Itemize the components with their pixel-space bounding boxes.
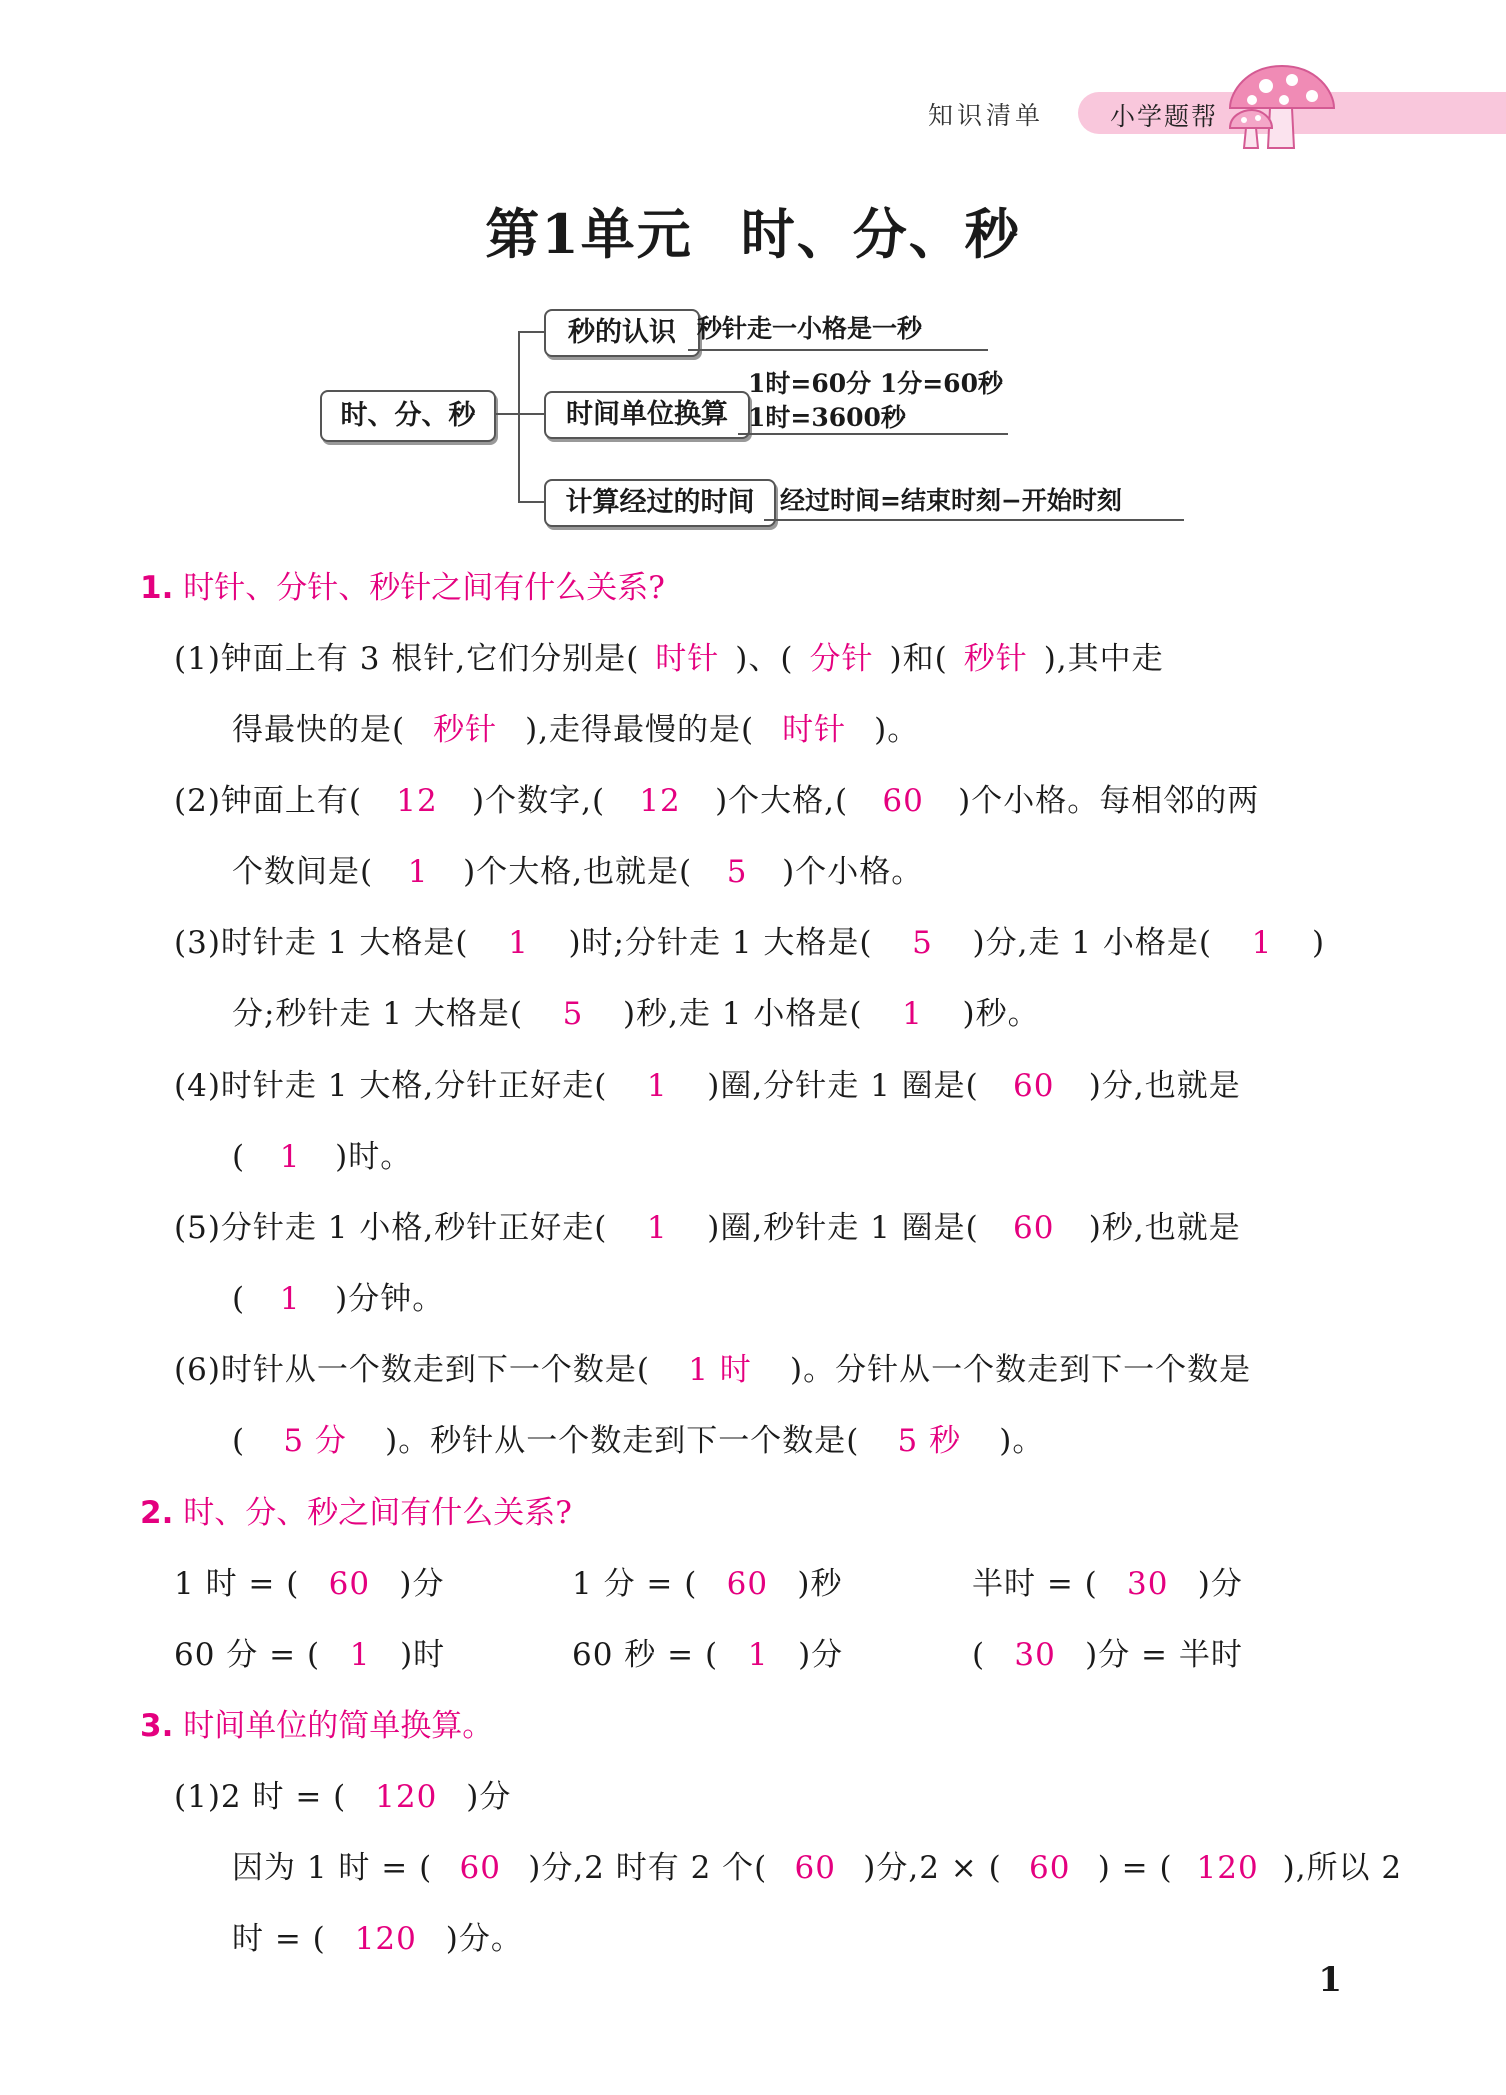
- answer: 时针: [655, 641, 720, 677]
- answer: 1 时: [688, 1352, 752, 1388]
- answer: 5 秒: [897, 1423, 962, 1459]
- answer: 5: [562, 996, 584, 1032]
- answer: 60: [794, 1850, 836, 1886]
- answer: 1: [747, 1637, 769, 1673]
- answer: 5: [726, 854, 748, 890]
- answer: 120: [375, 1779, 438, 1815]
- question-number: 3.: [140, 1708, 174, 1744]
- q1-item-5-line-1: (5)分针走 1 小格,秒针正好走( 1 )圈,秒针走 1 圈是( 60 )秒,也就是: [174, 1210, 1241, 1246]
- answer: 1: [902, 996, 923, 1032]
- mindmap-underline: [738, 433, 1008, 435]
- unit-number: 第1单元: [485, 202, 693, 266]
- answer: 5: [912, 925, 933, 961]
- q1-item-2-line-1: (2)钟面上有( 12 )个数字,( 12 )个大格,( 60 )个小格。每相邻的两: [174, 783, 1260, 819]
- q3-item-1: (1)2 时 = ( 120 )分: [174, 1779, 512, 1815]
- mushroom-icon: [1222, 56, 1342, 152]
- q3-item-1-explanation-line-2: 时 = ( 120 )分。: [232, 1921, 523, 1957]
- q2-r2c1: 60 分 = ( 1 )时: [174, 1637, 446, 1673]
- question-2-title: 2. 时、分、秒之间有什么关系?: [140, 1495, 572, 1531]
- q1-item-5-line-2: ( 1 )分钟。: [232, 1281, 445, 1317]
- q1-item-1-line-2: 得最快的是( 秒针 ),走得最慢的是( 时针 )。: [232, 704, 919, 749]
- mindmap-node-seconds: 秒的认识: [544, 309, 700, 357]
- question-number: 2.: [140, 1495, 174, 1531]
- answer: 60: [1029, 1850, 1071, 1886]
- question-1-title: 1. 时针、分针、秒针之间有什么关系?: [140, 570, 665, 606]
- answer: 60: [726, 1566, 769, 1602]
- answer: 分针: [809, 641, 874, 677]
- answer: 12: [639, 783, 681, 819]
- answer: 120: [354, 1921, 417, 1957]
- answer: 60: [459, 1850, 501, 1886]
- q1-item-6-line-1: (6)时针从一个数走到下一个数是( 1 时 )。分针从一个数走到下一个数是: [174, 1344, 1251, 1389]
- mindmap-connector: [518, 331, 544, 333]
- q2-r1c3: 半时 = ( 30 )分: [972, 1566, 1243, 1602]
- mindmap-text-elapsed: 经过时间=结束时刻−开始时刻: [780, 486, 1122, 515]
- answer: 120: [1196, 1850, 1259, 1886]
- mindmap-node-conversion: 时间单位换算: [544, 391, 750, 439]
- answer: 1: [279, 1139, 301, 1175]
- q3-item-1-explanation-line-1: 因为 1 时 = ( 60 )分,2 时有 2 个( 60 )分,2 × ( 60 ) = ( 120 ),所以 2: [232, 1850, 1403, 1886]
- mindmap-node-elapsed: 计算经过的时间: [544, 479, 776, 527]
- answer: 1: [646, 1068, 668, 1104]
- mindmap-text-conversion-1: 1时=60分 1分=60秒: [748, 369, 1003, 398]
- answer: 60: [882, 783, 924, 819]
- q1-item-4-line-2: ( 1 )时。: [232, 1139, 413, 1175]
- q2-r1c2: 1 分 = ( 60 )秒: [572, 1566, 843, 1602]
- answer: 5 分: [283, 1423, 347, 1459]
- header-section-label: 知识清单: [928, 101, 1045, 130]
- unit-topic: 时、分、秒: [740, 202, 1021, 266]
- q1-item-2-line-2: 个数间是( 1 )个大格,也就是( 5 )个小格。: [232, 854, 924, 890]
- answer: 秒针: [433, 712, 498, 748]
- header-brand: 小学题帮: [1110, 102, 1219, 131]
- q2-r2c3: ( 30 )分 = 半时: [972, 1637, 1243, 1673]
- q2-r2c2: 60 秒 = ( 1 )分: [572, 1637, 844, 1673]
- q1-item-3-line-1: (3)时针走 1 大格是( 1 )时;分针走 1 大格是( 5 )分,走 1 小格是( 1 ): [174, 925, 1326, 961]
- q2-r1c1: 1 时 = ( 60 )分: [174, 1566, 445, 1602]
- answer: 1: [407, 854, 429, 890]
- mindmap-underline: [764, 519, 1184, 521]
- answer: 1: [508, 925, 529, 961]
- answer: 1: [1251, 925, 1273, 961]
- answer: 60: [328, 1566, 371, 1602]
- answer: 秒针: [963, 641, 1028, 677]
- page-title: [0, 192, 1506, 269]
- answer: 30: [1014, 1637, 1056, 1673]
- answer: 时针: [782, 712, 847, 748]
- answer: 12: [396, 783, 438, 819]
- mindmap-connector: [518, 501, 544, 503]
- question-3-title: 3. 时间单位的简单换算。: [140, 1708, 494, 1744]
- mindmap-connector: [494, 413, 518, 415]
- question-number: 1.: [140, 570, 174, 606]
- answer: 60: [1013, 1068, 1055, 1104]
- mindmap-connector: [518, 413, 544, 415]
- mindmap-underline: [688, 349, 988, 351]
- answer: 1: [646, 1210, 668, 1246]
- mindmap-text-conversion-2: 1时=3600秒: [748, 403, 906, 432]
- mindmap-root: 时、分、秒: [320, 390, 496, 442]
- q1-item-4-line-1: (4)时针走 1 大格,分针正好走( 1 )圈,分针走 1 圈是( 60 )分,也就是: [174, 1068, 1241, 1104]
- page-number: 1: [1318, 1960, 1342, 2000]
- q1-item-3-line-2: 分;秒针走 1 大格是( 5 )秒,走 1 小格是( 1 )秒。: [232, 996, 1040, 1032]
- answer: 1: [279, 1281, 301, 1317]
- q1-item-1-line-1: (1)钟面上有 3 根针,它们分别是( 时针 )、( 分针 )和( 秒针 ),其中走: [174, 633, 1164, 678]
- q1-item-6-line-2: ( 5 分 )。秒针从一个数走到下一个数是( 5 秒 )。: [232, 1415, 1044, 1460]
- mindmap-trunk: [518, 331, 520, 501]
- mindmap-text-seconds: 秒针走一小格是一秒: [697, 314, 923, 343]
- answer: 1: [349, 1637, 371, 1673]
- answer: 30: [1127, 1566, 1169, 1602]
- answer: 60: [1013, 1210, 1055, 1246]
